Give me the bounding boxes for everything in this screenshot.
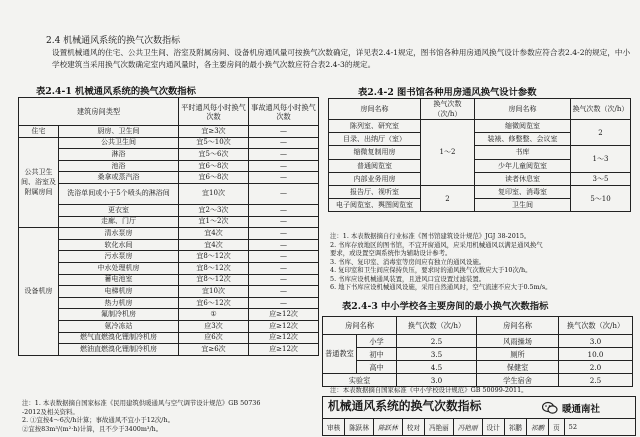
table2	[328, 98, 631, 212]
value-cell: 宜8～12次	[179, 262, 249, 274]
value-cell: 3.5	[397, 348, 477, 361]
note-line: 6. 地下书库应设机械通风设施，采用自然通风时，空气流速不应大于0.5m/s。	[330, 283, 552, 291]
room-cell: 少年儿童阅览室	[475, 159, 571, 172]
table-row	[19, 216, 319, 228]
room-cell: 热力机房	[59, 297, 179, 309]
sub-cell: 初中	[357, 348, 397, 361]
note-line: 2. ①宜按4～6次/h计算；事故通风不宜小于12次/h。	[22, 416, 174, 424]
group-cell: 住宅	[19, 126, 59, 138]
value-cell: 3.0	[397, 374, 477, 387]
title-block-title: 机械通风系统的换气次数指标	[328, 399, 482, 413]
table2-header-room: 房间名称	[329, 99, 421, 120]
value-cell: —	[249, 262, 319, 274]
table-row	[19, 137, 319, 149]
table2-header-ach: 换气次数（次/h）	[571, 99, 631, 120]
note-line: ②宜按83m³/(m²·h)计算，且不少于3400m³/h。	[22, 424, 163, 433]
value-cell: —	[249, 228, 319, 240]
table1	[18, 97, 319, 356]
table-row	[19, 183, 319, 204]
value-cell: —	[249, 274, 319, 286]
tb-signature: 祁鹏	[527, 419, 549, 435]
table-row	[323, 374, 633, 387]
tb-signature: 冯艳丽	[454, 419, 483, 435]
value-cell: 宜≥3次	[179, 126, 249, 138]
tb-page-number: 52	[568, 423, 578, 431]
wechat-icon	[542, 401, 558, 415]
room-cell: 电梯机房	[59, 286, 179, 298]
value-cell: 宜8～12次	[179, 274, 249, 286]
watermark-logo	[542, 397, 634, 419]
value-cell: —	[249, 239, 319, 251]
tb-role: 审核	[323, 419, 345, 435]
value-cell: 2	[571, 120, 631, 146]
intro-paragraph: 设置机械通风的住宅、公共卫生间、浴室及附属房间、设备机房通风量可按换气次数确定，详见表2.4-1规定，图书馆各种用房通风换气设计参数应符合表2.4-2的规定，中小学校建筑当采用换气次数确定室内通风量时，各主要房间的最小换气次数应符合表2.4-3的规定。	[52, 48, 631, 69]
value-cell: 3～5	[571, 172, 631, 185]
value-cell: 4.5	[397, 361, 477, 374]
table-row	[19, 239, 319, 251]
value-cell: 宜6～8次	[179, 160, 249, 172]
room-cell: 书库	[475, 146, 571, 159]
table-row	[19, 204, 319, 216]
note-line: 3. 书库、复印室、消毒室等房间应有独立的通风设施。	[330, 257, 486, 266]
note-line: 2. 书库存放地区的图书馆，不宜开窗通风，应采用机械通风以满足通风换气	[330, 240, 543, 249]
table-row	[19, 251, 319, 263]
table3-note: 注：本表数据摘自国家标准《中小学校设计规范》GB 50099-2011。	[330, 386, 528, 394]
value-cell: 宜6～12次	[179, 297, 249, 309]
room-cell: 电子阅览室、舆图阅览室	[329, 199, 421, 212]
table-row	[329, 146, 631, 159]
value-cell: —	[249, 183, 319, 204]
value-cell: —	[249, 126, 319, 138]
value-cell: —	[249, 297, 319, 309]
value-cell: 宜1～2次	[179, 216, 249, 228]
table-row	[19, 344, 319, 356]
value-cell: 应6次	[179, 332, 249, 344]
room-cell: 清水泵房	[59, 228, 179, 240]
value-cell: —	[249, 160, 319, 172]
table-row	[19, 149, 319, 161]
table-row	[329, 120, 631, 133]
note-line: 要求，或设置空调系统作为辅助设计参考。	[330, 249, 452, 257]
value-cell: 宜≥6次	[179, 344, 249, 356]
value-cell: 2.5	[559, 374, 633, 387]
section-title: 2.4 机械通风系统的换气次数指标	[46, 36, 181, 46]
note-line: 注：1. 本表数据摘自国家标准《民用建筑供暖通风与空气调节设计规范》GB 50736	[22, 399, 261, 407]
note-line: 注：1. 本表数据摘自行业标准《图书馆建筑设计规范》JGJ 38-2015。	[330, 232, 531, 240]
value-cell: 2.0	[559, 361, 633, 374]
table3-caption: 表2.4-3 中小学校各主要房间的最小换气次数指标	[342, 301, 549, 312]
table-row	[19, 262, 319, 274]
table2-caption: 表2.4-2 图书馆各种用房通风换气设计参数	[358, 87, 537, 98]
room-cell: 氨冷冻站	[59, 320, 179, 332]
value-cell: 应≥12次	[249, 344, 319, 356]
room-cell: 卫生间	[475, 199, 571, 212]
tb-signature: 陈跃林	[374, 419, 403, 435]
room-cell: 氟制冷机房	[59, 309, 179, 321]
value-cell: 宜10次	[179, 183, 249, 204]
room-cell: 厨房、卫生间	[59, 126, 179, 138]
table3-header-room: 房间名称	[323, 317, 397, 335]
value-cell: 5～10	[571, 185, 631, 211]
tb-name: 冯艳丽	[425, 419, 454, 435]
table-row	[19, 172, 319, 184]
value-cell: 2.5	[397, 335, 477, 348]
value-cell: —	[249, 251, 319, 263]
table-row	[19, 160, 319, 172]
room-cell: 淋浴	[59, 149, 179, 161]
value-cell: —	[249, 286, 319, 298]
room-cell: 风雨操场	[477, 335, 559, 348]
tb-name: 陈跃林	[345, 419, 374, 435]
room-cell: 学生宿舍	[477, 374, 559, 387]
value-cell: 2	[421, 185, 475, 211]
table-row	[19, 332, 319, 344]
table-row	[19, 309, 319, 321]
value-cell: —	[249, 137, 319, 149]
value-cell: 宜8～12次	[179, 251, 249, 263]
room-cell: 装裱、修整整、会议室	[475, 133, 571, 146]
sub-cell: 小学	[357, 335, 397, 348]
table-row	[323, 361, 633, 374]
value-cell: 宜5～6次	[179, 149, 249, 161]
value-cell: 宜6～8次	[179, 172, 249, 184]
table-row	[323, 335, 633, 348]
table-row	[19, 274, 319, 286]
value-cell: 10.0	[559, 348, 633, 361]
room-cell: 更衣室	[59, 204, 179, 216]
value-cell: 应≥12次	[249, 320, 319, 332]
table1-header-normal: 平时通风每小时换气次数	[179, 98, 249, 126]
table2-notes	[330, 232, 632, 292]
room-cell: 复印室、消毒室	[475, 185, 571, 198]
table-row	[19, 320, 319, 332]
table2-header-room: 房间名称	[475, 99, 571, 120]
table1-header-emergency: 事故通风每小时换气次数	[249, 98, 319, 126]
room-cell: 内部业务用房	[329, 172, 421, 185]
room-cell: 读者休息室	[475, 172, 571, 185]
room-cell: 缩微复制用房	[329, 146, 421, 159]
group-cell: 实验室	[323, 374, 397, 387]
room-cell: 报告厅、视听室	[329, 185, 421, 198]
value-cell: 应3次	[179, 320, 249, 332]
table1-notes	[22, 399, 318, 433]
value-cell: —	[249, 216, 319, 228]
room-cell: 桑拿或蒸汽浴	[59, 172, 179, 184]
group-cell: 普通教室	[323, 335, 357, 374]
room-cell: 保健室	[477, 361, 559, 374]
room-cell: 燃油直燃溴化锂制冷机房	[59, 344, 179, 356]
table3	[322, 316, 633, 387]
value-cell: 3.0	[559, 335, 633, 348]
table2-header-ach: 换气次数（次/h）	[421, 99, 475, 120]
note-line: 5. 书库应设机械通风装置，且进风口宜设置过滤装置。	[330, 274, 486, 283]
tb-role: 校对	[403, 419, 425, 435]
table-row	[19, 126, 319, 138]
watermark-text: 暖通南社	[562, 404, 601, 415]
room-cell: 中水处理机房	[59, 262, 179, 274]
table-row	[329, 185, 631, 198]
group-cell: 设备机房	[19, 228, 59, 356]
room-cell: 洗浴单间或小于5个喷头的淋浴间	[59, 183, 179, 204]
value-cell: 宜5～10次	[179, 137, 249, 149]
title-block-strip	[322, 418, 636, 436]
value-cell: —	[249, 149, 319, 161]
value-cell: 应≥12次	[249, 309, 319, 321]
value-cell: 1～3	[571, 146, 631, 172]
tb-name: 祁鹏	[505, 419, 527, 435]
table3-header-ach: 换气次数（次/h）	[559, 317, 633, 335]
room-cell: 蓄电池室	[59, 274, 179, 286]
room-cell: 缩微阅览室	[475, 120, 571, 133]
table1-caption: 表2.4-1 机械通风系统的换气次数指标	[36, 86, 196, 97]
room-cell: 污水泵房	[59, 251, 179, 263]
room-cell: 公共卫生间	[59, 137, 179, 149]
room-cell: 普通阅览室	[329, 159, 421, 172]
value-cell: ①	[179, 309, 249, 321]
group-cell: 公共卫生间、浴室及附属房间	[19, 137, 59, 228]
room-cell: 厕所	[477, 348, 559, 361]
table-row	[323, 348, 633, 361]
room-cell: 燃气直燃溴化锂制冷机房	[59, 332, 179, 344]
value-cell: 宜10次	[179, 286, 249, 298]
value-cell: —	[249, 172, 319, 184]
value-cell: 应≥12次	[249, 332, 319, 344]
tb-role: 设计	[483, 419, 505, 435]
table-row	[19, 297, 319, 309]
value-cell: 宜4次	[179, 239, 249, 251]
note-line: -2012及相关资料。	[22, 407, 79, 416]
table3-header-room: 房间名称	[477, 317, 559, 335]
value-cell: 宜4次	[179, 228, 249, 240]
room-cell: 走廊、门厅	[59, 216, 179, 228]
table-row	[19, 228, 319, 240]
table1-header-room: 建筑房间类型	[19, 98, 179, 126]
sub-cell: 高中	[357, 361, 397, 374]
note-line: 4. 复印室和卫生间应保持负压，要求时的通风换气次数应大于10次/h。	[330, 266, 532, 274]
value-cell: —	[249, 204, 319, 216]
room-cell: 池浴	[59, 160, 179, 172]
tb-page-label: 页	[549, 419, 565, 435]
table-row	[19, 286, 319, 298]
room-cell: 陈列室、研究室	[329, 120, 421, 133]
room-cell: 目录、出纳厅（室）	[329, 133, 421, 146]
value-cell: 宜2～3次	[179, 204, 249, 216]
table3-header-ach: 换气次数（次/h）	[397, 317, 477, 335]
value-cell: 1～2	[421, 120, 475, 186]
room-cell: 软化水间	[59, 239, 179, 251]
table-row	[329, 172, 631, 185]
